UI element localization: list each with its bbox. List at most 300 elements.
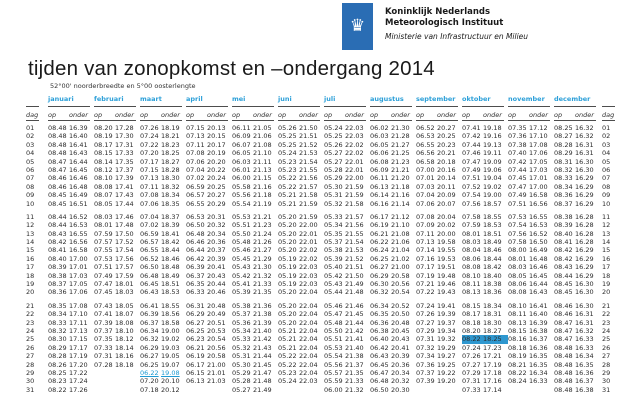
- times-cell-januari-31: [48, 386, 94, 394]
- times-cell-mei-30: [232, 377, 278, 385]
- times-cell-maart-04: [140, 149, 186, 157]
- sunrise-time: 07.42: [508, 157, 527, 166]
- times-cell-februari-24: [94, 327, 140, 335]
- sunset-time: 16.29: [575, 191, 594, 200]
- times-cell-november-05: [508, 158, 554, 166]
- day-number-left: 15: [26, 246, 35, 255]
- times-cell-maart-16: [140, 255, 186, 263]
- sunset-time: 18.39: [161, 221, 180, 230]
- sunset-time: 20.36: [391, 360, 410, 369]
- times-cell-juni-14: [278, 238, 324, 246]
- sunset-time: 16.37: [575, 377, 594, 386]
- sunset-time: 16.30: [575, 157, 594, 166]
- sunset-time: 21.57: [345, 212, 364, 221]
- times-cell-november-03: [508, 141, 554, 149]
- times-cell-oktober-06: [462, 166, 508, 174]
- times-cell-mei-28: [232, 361, 278, 369]
- times-cell-maart-10: [140, 200, 186, 208]
- coordinates-subtitle: 52°00' noorderbreedte en 5°00 oosterlengte: [50, 82, 196, 90]
- sunrise-time: 08.18: [508, 343, 527, 352]
- sunset-time: 20.00: [437, 229, 456, 238]
- sunset-time: 17.54: [115, 246, 134, 255]
- sunrise-time: 08.35: [48, 301, 67, 310]
- knmi-crest-icon: ♛: [342, 3, 373, 50]
- times-cell-maart-05: [140, 158, 186, 166]
- sunset-time: 18.42: [483, 263, 502, 272]
- sunrise-time: 08.38: [48, 271, 67, 280]
- sunset-time: 16.56: [529, 199, 548, 208]
- sunrise-time: 07.21: [416, 280, 435, 289]
- sunset-time: 22.04: [299, 343, 318, 352]
- sunset-time: 20.30: [391, 385, 410, 394]
- times-cell-augustus-18: [370, 272, 416, 280]
- times-cell-februari-23: [94, 319, 140, 327]
- sunrise-time: 08.33: [554, 174, 573, 183]
- sunrise-time: 05.20: [278, 221, 297, 230]
- times-cell-juni-09: [278, 191, 324, 199]
- table-row: [26, 132, 618, 140]
- month-subheader-mei: [232, 110, 278, 120]
- day-number-left: 20: [26, 288, 35, 297]
- sunrise-time: 06.21: [370, 229, 389, 238]
- sunset-time: 20.36: [207, 238, 226, 247]
- times-cell-november-23: [508, 319, 554, 327]
- sunrise-time: 05.35: [324, 229, 343, 238]
- sunrise-time: 08.27: [554, 132, 573, 141]
- sunrise-time: 08.31: [554, 157, 573, 166]
- sunrise-time: 08.01: [94, 221, 113, 230]
- sunrise-time: 06.40: [370, 335, 389, 344]
- day-number-left: 07: [26, 174, 35, 183]
- sunset-time: 16.43: [69, 149, 88, 158]
- sunset-time: 16.29: [575, 246, 594, 255]
- times-cell-april-11: [186, 213, 232, 221]
- sunrise-time: 07.01: [416, 174, 435, 183]
- times-cell-mei-31: [232, 386, 278, 394]
- sunset-time: 20.51: [207, 318, 226, 327]
- sunset-time: 21.59: [345, 182, 364, 191]
- times-cell-januari-01: [48, 124, 94, 132]
- sunrise-time: 08.15: [94, 149, 113, 158]
- sunset-time: 20.53: [207, 326, 226, 335]
- sunset-time: 22.04: [299, 368, 318, 377]
- sunset-time: 17.41: [115, 182, 134, 191]
- times-cell-april-07: [186, 174, 232, 182]
- sunset-time: 19.51: [437, 263, 456, 272]
- times-cell-september-07: [416, 174, 462, 182]
- sunset-time: 20.10: [161, 377, 180, 386]
- sunset-time: 16.58: [69, 246, 88, 255]
- times-cell-augustus-30: [370, 377, 416, 385]
- day-number-left: 12: [26, 221, 35, 230]
- sunrise-time: 05.28: [324, 165, 343, 174]
- sunrise-time: 08.21: [508, 360, 527, 369]
- sunset-time: 21.49: [345, 280, 364, 289]
- sunset-time: 22.03: [345, 132, 364, 141]
- sunrise-time: 07.29: [462, 368, 481, 377]
- times-cell-februari-04: [94, 149, 140, 157]
- times-cell-augustus-01: [370, 124, 416, 132]
- table-row: [26, 158, 618, 166]
- sunrise-time: 06.48: [370, 377, 389, 386]
- sunrise-time: 07.04: [416, 191, 435, 200]
- sunset-time: 16.31: [575, 318, 594, 327]
- day-number-left: 04: [26, 149, 35, 158]
- sunrise-time: 07.39: [416, 377, 435, 386]
- sunset-time: 21.00: [207, 360, 226, 369]
- sunset-time: 22.03: [299, 263, 318, 272]
- sunset-time: 17.50: [115, 229, 134, 238]
- table-row: [26, 255, 618, 263]
- sunset-time: 17.19: [483, 360, 502, 369]
- times-cell-mei-23: [232, 319, 278, 327]
- sunrise-time: 06.19: [370, 221, 389, 230]
- sunrise-time: 05.25: [278, 132, 297, 141]
- times-cell-februari-26: [94, 344, 140, 352]
- times-cell-november-24: [508, 327, 554, 335]
- sunrise-time: 08.22: [48, 385, 67, 394]
- sunrise-time: 06.39: [186, 263, 205, 272]
- times-cell-oktober-23: [462, 319, 508, 327]
- times-cell-januari-11: [48, 213, 94, 221]
- sunrise-time[interactable]: 06.22: [140, 368, 159, 377]
- times-cell-juli-12: [324, 221, 370, 229]
- sunset-time: 18.03: [115, 288, 134, 297]
- times-cell-oktober-15: [462, 246, 508, 254]
- sunrise-time: 06.25: [370, 254, 389, 263]
- times-cell-december-16: [554, 255, 600, 263]
- sunset-time: 16.53: [69, 221, 88, 230]
- sunrise-time: 05.21: [278, 335, 297, 344]
- sunrise-time: 05.33: [232, 335, 251, 344]
- sunset-time: 22.04: [299, 310, 318, 319]
- times-cell-juni-19: [278, 280, 324, 288]
- sunset-time: 21.13: [253, 165, 272, 174]
- sunset-time: 18.42: [161, 238, 180, 247]
- sunset-time: 16.30: [575, 301, 594, 310]
- sunset-time: 21.16: [391, 191, 410, 200]
- times-cell-februari-27: [94, 352, 140, 360]
- sunrise-time: 07.31: [94, 352, 113, 361]
- sunrise-time: 08.20: [462, 326, 481, 335]
- day-number-left: 23: [26, 318, 35, 327]
- table-row: [26, 93, 618, 106]
- times-cell-augustus-11: [370, 213, 416, 221]
- times-cell-maart-01: [140, 124, 186, 132]
- times-cell-augustus-02: [370, 132, 416, 140]
- sunrise-time: 07.26: [416, 310, 435, 319]
- sunset-time: 18.51: [483, 229, 502, 238]
- sunset-time: 21.55: [299, 165, 318, 174]
- sunrise-time: 06.44: [186, 246, 205, 255]
- sunset-time: 16.44: [529, 280, 548, 289]
- sunset-time: 20.18: [437, 157, 456, 166]
- sunset-time: 21.27: [253, 246, 272, 255]
- sunset-time: 16.52: [529, 229, 548, 238]
- sunrise-time: 06.09: [370, 165, 389, 174]
- sunrise-time: 05.22: [278, 352, 297, 361]
- sunset-time: 21.16: [253, 182, 272, 191]
- sunset-time: 16.52: [69, 212, 88, 221]
- set-header: onder: [391, 111, 410, 119]
- sunset-time: 20.48: [391, 318, 410, 327]
- times-cell-april-09: [186, 191, 232, 199]
- sunrise-time: 08.48: [48, 140, 67, 149]
- sunrise-time: 06.23: [186, 335, 205, 344]
- sunrise-time: 05.45: [232, 254, 251, 263]
- sunrise-time: 05.51: [232, 221, 251, 230]
- sunrise-time: 06.37: [140, 318, 159, 327]
- times-cell-december-07: [554, 174, 600, 182]
- table-row: [26, 352, 618, 360]
- sunset-time: 16.56: [69, 238, 88, 247]
- sunset-time: 20.17: [207, 140, 226, 149]
- sunrise-time: 05.51: [324, 335, 343, 344]
- sunrise-time: 07.56: [462, 199, 481, 208]
- sunrise-time: 05.39: [324, 254, 343, 263]
- sunrise-time: 05.38: [324, 246, 343, 255]
- set-header: onder: [69, 111, 88, 119]
- table-row: [26, 280, 618, 288]
- sunset-time: 20.15: [207, 132, 226, 141]
- times-cell-mei-08: [232, 183, 278, 191]
- sunset-time: 20.49: [207, 310, 226, 319]
- sunrise-time: 07.49: [462, 165, 481, 174]
- day-number-left: 17: [26, 263, 35, 272]
- sunset-time: 16.46: [529, 263, 548, 272]
- sunrise-time: 06.03: [232, 157, 251, 166]
- month-group: [48, 93, 94, 106]
- times-cell-oktober-27: [462, 352, 508, 360]
- month-header-april: april: [186, 95, 203, 103]
- times-cell-september-12: [416, 221, 462, 229]
- day-number-right: 06: [602, 165, 611, 174]
- times-cell-april-29: [186, 369, 232, 377]
- sunrise-time: 07.44: [462, 140, 481, 149]
- table-row: [26, 230, 618, 238]
- sunset-time: 16.49: [69, 191, 88, 200]
- sunset-time: 21.59: [345, 191, 364, 200]
- sunrise-time: 07.13: [416, 238, 435, 247]
- sunrise-time: 06.32: [370, 288, 389, 297]
- times-cell-december-25: [554, 335, 600, 343]
- month-header-januari: januari: [48, 95, 74, 103]
- sunrise-time: 06.50: [186, 221, 205, 230]
- sunset-time: 16.35: [575, 360, 594, 369]
- sunrise-time: 05.31: [232, 352, 251, 361]
- rule-cell: [370, 106, 416, 107]
- rise-header: op: [48, 111, 57, 119]
- sunset-time: 22.04: [299, 288, 318, 297]
- times-cell-juni-29: [278, 369, 324, 377]
- times-cell-december-28: [554, 361, 600, 369]
- sunset-time: 20.52: [391, 301, 410, 310]
- sunrise-time: 06.01: [232, 165, 251, 174]
- sunset-time: 17.59: [115, 271, 134, 280]
- sunset-time: 20.48: [207, 301, 226, 310]
- sunset-time: 21.10: [253, 149, 272, 158]
- times-cell-juli-26: [324, 344, 370, 352]
- sunset-time: 22.03: [299, 271, 318, 280]
- times-cell-november-07: [508, 174, 554, 182]
- sunset-time: 17.22: [69, 368, 88, 377]
- sunset-time: 21.38: [253, 310, 272, 319]
- sunrise-time: 08.41: [554, 238, 573, 247]
- page-title: tijden van zonopkomst en –ondergang 2014: [28, 57, 435, 80]
- sunrise-time: 06.47: [370, 368, 389, 377]
- times-cell-oktober-29: [462, 369, 508, 377]
- times-cell-april-12: [186, 221, 232, 229]
- times-cell-februari-19: [94, 280, 140, 288]
- sunrise-time: 05.32: [324, 199, 343, 208]
- times-cell-juli-11: [324, 213, 370, 221]
- sunset-time: 16.39: [529, 318, 548, 327]
- sunrise-time: 06.55: [416, 140, 435, 149]
- times-cell-november-13: [508, 230, 554, 238]
- sunrise-time: 05.48: [324, 318, 343, 327]
- times-cell-september-05: [416, 158, 462, 166]
- sunrise-time: 06.50: [370, 385, 389, 394]
- times-cell-december-30: [554, 377, 600, 385]
- sunrise-time: 08.06: [508, 280, 527, 289]
- sunset-time: 19.32: [437, 335, 456, 344]
- sunrise-time: 07.39: [94, 318, 113, 327]
- sunset-time: 19.46: [437, 280, 456, 289]
- day-number-right: 17: [602, 263, 611, 272]
- sunrise-time: 07.33: [94, 343, 113, 352]
- sunset-time: 21.39: [253, 318, 272, 327]
- sunrise-time: 07.08: [186, 149, 205, 158]
- times-cell-augustus-26: [370, 344, 416, 352]
- sunrise-time: 07.16: [416, 254, 435, 263]
- times-cell-juni-03: [278, 141, 324, 149]
- times-cell-augustus-31: [370, 386, 416, 394]
- day-number-left: 30: [26, 377, 35, 386]
- times-cell-oktober-25: [462, 335, 508, 343]
- rule-cell: [232, 106, 278, 107]
- sunset-time: 20.25: [207, 182, 226, 191]
- sunset-time: 19.11: [483, 149, 502, 158]
- sunrise-time: 07.18: [140, 385, 159, 394]
- times-cell-juli-19: [324, 280, 370, 288]
- table-row: [26, 149, 618, 157]
- sunrise-time: 08.01: [462, 229, 481, 238]
- sunrise-time: 05.26: [324, 140, 343, 149]
- times-cell-oktober-26: [462, 344, 508, 352]
- sunset-time: 21.27: [391, 140, 410, 149]
- sunrise-time: 07.45: [94, 288, 113, 297]
- sunrise-time: 05.19: [278, 254, 297, 263]
- rule-cell: [602, 120, 620, 121]
- sunset-time: 19.58: [437, 238, 456, 247]
- sunset-time: 18.58: [161, 318, 180, 327]
- table-row: [26, 377, 618, 385]
- sunrise-time: 08.40: [554, 229, 573, 238]
- sunrise-time: 07.13: [186, 132, 205, 141]
- times-cell-augustus-24: [370, 327, 416, 335]
- sunset-time: 20.22: [207, 165, 226, 174]
- sunset-time: 19.27: [437, 352, 456, 361]
- sunset-time: 16.40: [529, 310, 548, 319]
- sunset-time: 20.02: [437, 221, 456, 230]
- times-cell-juli-10: [324, 200, 370, 208]
- sunset-time: 17.20: [69, 360, 88, 369]
- times-cell-mei-03: [232, 141, 278, 149]
- sunset-time: 21.26: [253, 238, 272, 247]
- sunset-time: 19.16: [483, 132, 502, 141]
- day-number-right: 02: [602, 132, 611, 141]
- sunset-time: 22.01: [299, 238, 318, 247]
- sunrise-time: 06.27: [370, 263, 389, 272]
- times-cell-december-04: [554, 149, 600, 157]
- times-cell-mei-05: [232, 158, 278, 166]
- sunset-time: 21.23: [391, 157, 410, 166]
- rule-cell: [94, 106, 140, 107]
- sunrise-time: 07.47: [94, 280, 113, 289]
- set-header: onder: [483, 111, 502, 119]
- month-group: [278, 93, 324, 106]
- sunset-time: 17.01: [69, 263, 88, 272]
- sunset-time: 16.32: [575, 326, 594, 335]
- times-cell-januari-18: [48, 272, 94, 280]
- sunrise-time: 08.44: [554, 271, 573, 280]
- times-cell-september-16: [416, 255, 462, 263]
- times-cell-augustus-15: [370, 246, 416, 254]
- times-cell-december-09: [554, 191, 600, 199]
- sunrise-time: 08.08: [94, 182, 113, 191]
- sunset-time[interactable]: 19.08: [161, 368, 180, 377]
- rule-cell: [324, 120, 370, 121]
- sunset-time: 17.00: [529, 182, 548, 191]
- times-cell-september-23: [416, 319, 462, 327]
- sunrise-time: 06.50: [140, 263, 159, 272]
- sunrise-time: 06.45: [370, 360, 389, 369]
- sunrise-time: 08.48: [554, 352, 573, 361]
- table-row: [26, 263, 618, 271]
- times-cell-juli-27: [324, 352, 370, 360]
- times-cell-januari-24: [48, 327, 94, 335]
- sunset-time: 17.46: [115, 212, 134, 221]
- times-cell-oktober-22: [462, 310, 508, 318]
- sunrise-time: 07.14: [416, 246, 435, 255]
- day-number-right: 22: [602, 310, 611, 319]
- times-cell-september-02: [416, 132, 462, 140]
- sunrise-time: 07.06: [140, 199, 159, 208]
- times-cell-oktober-10: [462, 200, 508, 208]
- sunset-time: 19.34: [437, 326, 456, 335]
- sunset-time: 21.42: [253, 335, 272, 344]
- day-number-right: 18: [602, 271, 611, 280]
- times-cell-december-01: [554, 124, 600, 132]
- sunset-time: 20.27: [207, 191, 226, 200]
- sunset-time: 17.17: [69, 343, 88, 352]
- knmi-logo: [342, 3, 528, 50]
- sunset-time: 19.03: [161, 343, 180, 352]
- times-cell-september-25: [416, 335, 462, 343]
- times-cell-januari-21: [48, 302, 94, 310]
- times-cell-november-26: [508, 344, 554, 352]
- sunrise-time: 06.33: [186, 288, 205, 297]
- sunset-time: 21.41: [345, 335, 364, 344]
- sunset-time: 16.58: [529, 191, 548, 200]
- sunrise-time: 08.23: [48, 377, 67, 386]
- times-cell-maart-07: [140, 174, 186, 182]
- sunrise-time: 07.13: [140, 174, 159, 183]
- sunrise-time: 06.57: [140, 238, 159, 247]
- sunrise-time: 06.07: [232, 140, 251, 149]
- day-number-right: 24: [602, 326, 611, 335]
- sunrise-time: 07.44: [508, 165, 527, 174]
